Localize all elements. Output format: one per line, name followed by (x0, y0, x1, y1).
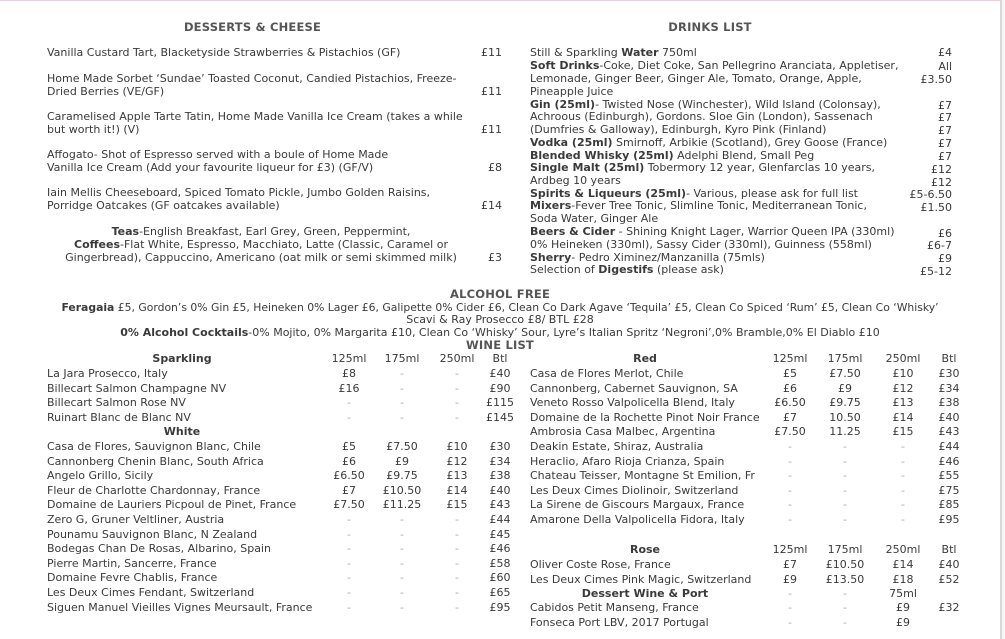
wine-row-price: £13 (446, 469, 468, 483)
wine-row-name: Cannonberg Chenin Blanc, South Africa (47, 454, 264, 468)
wine-row-price: - (455, 367, 459, 380)
dessert-item-name: Affogato- Shot of Espresso served with a boule of Home Made (47, 148, 389, 161)
wine-row-price: £95 (938, 513, 960, 526)
beers-line1: Beers & Cider - Shining Knight Lager, Warrior Queen IPA (330ml) (530, 225, 895, 238)
wine-row-price: - (843, 601, 847, 614)
wine-row-name: Fleur de Charlotte Chardonnay, France (47, 483, 261, 497)
wine-row-price: £6 (783, 381, 797, 395)
wine-row-price: £6.50 (333, 469, 365, 483)
wine-column-header: 175ml (827, 352, 863, 365)
wine-row-price: - (788, 601, 792, 614)
gin-price2: £7 (938, 111, 952, 124)
wine-row-name: Domaine Fevre Chablis, France (47, 571, 218, 585)
wine-row-price: £9 (783, 572, 797, 586)
wine-row-price: £12 (892, 381, 914, 395)
teas-text: -English Breakfast, Earl Grey, Green, Peppermint, (139, 225, 411, 238)
wine-row-price: - (400, 513, 404, 526)
wine-row-price: £34 (938, 381, 960, 395)
soft-drinks-line1: Soft Drinks-Coke, Diet Coke, San Pellegrino Aranciata, Appletiser, (530, 59, 899, 72)
single-malt-line1: Single Malt (25ml) Tobermory 12 year, Glenfarclas 10 years, (530, 161, 875, 174)
wine-row-price: - (400, 410, 404, 424)
dessert-item-name: Caramelised Apple Tarte Tatin, Home Made Vanilla Ice Cream (takes a while (47, 110, 463, 123)
wine-row-price: - (400, 600, 404, 614)
wine-row-price: - (901, 513, 905, 526)
wine-row-price: - (400, 586, 404, 599)
wine-row-price: £14 (892, 558, 914, 571)
gin-line3: (Dumfries & Galloway), Edinburgh, Kyro Pink (Finland) (530, 123, 827, 136)
dessert-wine-subheader: - (788, 587, 792, 600)
wine-row-price: - (347, 527, 351, 541)
wine-row-price: £9 (395, 454, 409, 468)
wine-row-price: - (400, 396, 404, 410)
spirits-price: £5-6.50 (909, 188, 952, 201)
wine-row-name: Cabidos Petit Manseng, France (530, 601, 699, 614)
dessert-item-desc: Porridge Oatcakes (GF oatcakes available) (47, 199, 280, 212)
blended-whisky-line: Blended Whisky (25ml) Adelphi Blend, Small Peg (530, 149, 815, 162)
wine-row-name: Deakin Estate, Shiraz, Australia (530, 440, 704, 453)
wine-row-price: £7.50 (333, 498, 365, 512)
wine-row-price: £9 (838, 381, 852, 395)
hot-drinks-price: £3 (488, 251, 502, 264)
dessert-item-name: Iain Mellis Cheeseboard, Spiced Tomato Pickle, Jumbo Golden Raisins, (47, 186, 431, 199)
water-price: £4 (938, 46, 952, 59)
drinks-heading: DRINKS LIST (668, 20, 752, 34)
dessert-wine-subheader: - (843, 587, 847, 600)
wine-column-header: 250ml (439, 352, 475, 365)
wine-row-price: - (347, 513, 351, 526)
digestifs-price: £5-12 (920, 265, 952, 278)
wine-row-price: £9 (896, 601, 910, 614)
wine-row-name: Angelo Grillo, Sicily (47, 469, 154, 483)
wine-row-price: £32 (938, 601, 960, 614)
wine-row-price: £13 (892, 396, 914, 410)
wine-row-price: £52 (938, 572, 960, 586)
soft-drinks-line3: Pineapple Juice (530, 85, 614, 98)
wine-row-price: - (455, 396, 459, 410)
wine-row-name: Les Deux Cimes Fendant, Switzerland (47, 586, 255, 599)
wine-row-price: - (788, 469, 792, 483)
wine-row-price: - (843, 469, 847, 483)
wine-row-price: - (347, 396, 351, 410)
dessert-item-price: £11 (481, 123, 502, 136)
wine-row-price: £46 (938, 454, 960, 468)
wine-row-price: - (455, 571, 459, 585)
wine-column-header: Btl (941, 352, 957, 365)
wine-row-price: £7 (783, 558, 797, 571)
dessert-item-price: £8 (488, 161, 502, 174)
wine-row-price: - (455, 513, 459, 526)
wine-row-name: Domaine de Lauriers Picpoul de Pinet, France (47, 498, 297, 512)
wine-row-price: £14 (892, 410, 914, 424)
wine-row-price: £15 (892, 425, 914, 439)
gin-price3: £7 (938, 124, 952, 137)
dessert-wine-subheader: 75ml (889, 587, 917, 600)
coffees-line2: Gingerbread), Cappuccino, Americano (oat milk or semi skimmed milk) (65, 251, 457, 264)
wine-row-price: £30 (938, 367, 960, 380)
wine-row-price: £14 (446, 483, 468, 497)
wine-row-name: Fonseca Port LBV, 2017 Portugal (530, 615, 709, 629)
wine-row-price: - (901, 498, 905, 512)
mixers-line1: Mixers-Fever Tree Tonic, Slimline Tonic, Mediterranean Tonic, (530, 199, 867, 212)
wine-row-price: £6 (342, 454, 356, 468)
dessert-item-price: £11 (481, 46, 502, 59)
sherry-price: £9 (938, 252, 952, 265)
wine-row-price: - (788, 440, 792, 453)
wine-row-price: £7.50 (774, 425, 806, 439)
coffees-label: Coffees (74, 238, 121, 251)
wine-row-name: Pierre Martin, Sancerre, France (47, 556, 217, 570)
wine-row-name: Chateau Teisser, Montagne St Emilion, Fr (530, 469, 755, 483)
wine-row-price: - (455, 381, 459, 395)
desserts-heading: DESSERTS & CHEESE (183, 20, 322, 34)
wine-column-header: Btl (941, 543, 957, 556)
wine-row-price: £85 (938, 498, 960, 512)
wine-row-price: - (455, 410, 459, 424)
beers-price2: £6-7 (927, 239, 952, 252)
wine-row-price: - (455, 600, 459, 614)
wine-row-price: - (843, 440, 847, 453)
alcohol-free-heading: ALCOHOL FREE (450, 287, 550, 301)
wine-row-name: Zero G, Gruner Veltliner, Austria (47, 513, 225, 526)
red-heading: Red (633, 352, 657, 365)
dessert-item-name: Home Made Sorbet ‘Sundae’ Toasted Coconut, Candied Pistachios, Freeze- (47, 72, 457, 85)
mixers-line2: Soda Water, Ginger Ale (530, 212, 659, 225)
single-malt-price2: £12 (931, 176, 952, 189)
wine-row-price: £55 (938, 469, 960, 483)
water-line: Still & Sparkling Water 750ml (530, 46, 697, 59)
wine-column-header: 175ml (384, 352, 420, 365)
wine-row-price: £75 (938, 483, 960, 497)
wine-row-price: £44 (938, 440, 960, 453)
wine-row-price: £115 (486, 396, 514, 410)
wine-row-price: £34 (489, 454, 511, 468)
wine-row-price: - (400, 542, 404, 556)
wine-row-price: £16 (338, 381, 360, 395)
single-malt-line2: Ardbeg 10 years (530, 174, 621, 187)
wine-row-price: £40 (938, 558, 960, 571)
wine-row-price: - (455, 556, 459, 570)
alcohol-free-line1: Feragaia £5, Gordon’s 0% Gin £5, Heineken 0% Lager £6, Galipette 0% Cider £6, Clean Co Dark Agave ‘Tequila’ £5, Clean Co Spiced ‘Rum’ £5, Clean Co ‘Whisky’ (61, 301, 939, 314)
white-heading: White (163, 425, 201, 438)
gin-line2: Achroous (Edinburgh), Gordons. Sloe Gin (London), Sassenach (530, 110, 873, 123)
dessert-item-price: £11 (481, 85, 502, 98)
wine-row-name: Ruinart Blanc de Blanc NV (47, 410, 191, 424)
wine-row-price: - (400, 556, 404, 570)
wine-row-price: - (347, 571, 351, 585)
teas-line (46, 225, 476, 238)
gin-line1: Gin (25ml)- Twisted Nose (Winchester), Wild Island (Colonsay), (530, 98, 881, 111)
mixers-price: £1.50 (920, 201, 952, 214)
wine-column-header: 175ml (827, 543, 863, 556)
soft-drinks-price1: All (938, 60, 952, 73)
dessert-item-desc: but worth it!) (V) (47, 123, 140, 136)
wine-row-price: £5 (342, 440, 356, 453)
wine-row-price: - (400, 381, 404, 395)
vodka-line: Vodka (25ml) Smirnoff, Arbikie (Scotland), Grey Goose (France) (530, 136, 888, 149)
wine-row-price: £7.50 (829, 367, 861, 380)
wine-row-price: £58 (489, 556, 511, 570)
wine-row-price: £7 (342, 483, 356, 497)
alcohol-free-cocktails: 0% Alcohol Cocktails-0% Mojito, 0% Margarita £10, Clean Co ‘Whisky’ Sour, Lyre’s Italian Spritz ‘Negroni’,0% Bramble,0% El Diablo £10 (120, 326, 880, 339)
wine-row-price: £5 (783, 367, 797, 380)
wine-row-name: Siguen Manuel Vieilles Vignes Meursault, France (47, 600, 313, 614)
spirits-line: Spirits & Liqueurs (25ml)- Various, please ask for full list (530, 187, 858, 200)
wine-row-price: £46 (489, 542, 511, 556)
dessert-item-price: £14 (481, 199, 502, 212)
wine-row-price: - (901, 469, 905, 483)
coffees-line (46, 238, 476, 251)
wine-row-price: £43 (489, 498, 511, 512)
wine-column-header: 125ml (772, 543, 808, 556)
wine-row-price: £38 (938, 396, 960, 410)
wine-row-price: - (788, 615, 792, 629)
wine-column-header: 250ml (885, 543, 921, 556)
wine-row-price: £13.50 (825, 572, 865, 586)
wine-row-price: - (347, 410, 351, 424)
wine-row-price: £7.50 (386, 440, 418, 453)
wine-row-price: - (347, 586, 351, 599)
single-malt-price1: £12 (931, 163, 952, 176)
wine-row-name: Bodegas Chan De Rosas, Albarino, Spain (47, 542, 271, 556)
alcohol-free-line2: Scavi & Ray Prosecco £8/ BTL £28 (406, 313, 594, 326)
dessert-item-name: Vanilla Custard Tart, Blacketyside Strawberries & Pistachios (GF) (47, 46, 401, 59)
wine-row-price: £9.75 (829, 396, 861, 410)
wine-row-price: 11.25 (829, 425, 861, 439)
teas-label: Teas (111, 225, 140, 238)
wine-row-price: - (901, 483, 905, 497)
wine-row-price: £40 (938, 410, 960, 424)
wine-row-price: £45 (489, 527, 511, 541)
blended-whisky-price: £7 (938, 150, 952, 163)
wine-row-price: - (347, 542, 351, 556)
wine-row-name: La Jara Prosecco, Italy (47, 367, 168, 380)
wine-row-name: Casa de Flores Merlot, Chile (530, 367, 684, 380)
wine-column-header: 125ml (772, 352, 808, 365)
wine-row-price: - (843, 454, 847, 468)
wine-row-price: - (843, 498, 847, 512)
wine-row-price: - (400, 527, 404, 541)
wine-list-heading: WINE LIST (466, 338, 534, 352)
wine-row-name: Billecart Salmon Champagne NV (47, 381, 227, 395)
beers-line2: 0% Heineken (330ml), Sassy Cider (330ml), Guinness (558ml) (530, 238, 872, 251)
wine-row-price: £12 (446, 454, 468, 468)
wine-row-price: £145 (486, 410, 514, 424)
wine-row-name: Les Deux Cimes Diolinoir, Switzerland (530, 483, 739, 497)
wine-row-name: Oliver Coste Rose, France (530, 558, 671, 571)
wine-row-name: Casa de Flores, Sauvignon Blanc, Chile (47, 440, 261, 453)
wine-row-name: Domaine de la Rochette Pinot Noir France (530, 410, 760, 424)
wine-column-header: Btl (492, 352, 508, 365)
dessert-item-desc: Dried Berries (VE/GF) (47, 85, 165, 98)
wine-row-price: - (843, 483, 847, 497)
wine-row-price: - (788, 454, 792, 468)
beers-price1: £6 (938, 227, 952, 240)
wine-row-price: £11.25 (382, 498, 422, 512)
soft-drinks-price2: £3.50 (920, 73, 952, 86)
wine-row-price: - (455, 542, 459, 556)
wine-row-name: Veneto Rosso Valpolicella Blend, Italy (530, 396, 735, 410)
wine-row-name: La Sirene de Giscours Margaux, France (530, 498, 745, 512)
vodka-price: £7 (938, 137, 952, 150)
wine-row-price: £60 (489, 571, 511, 585)
wine-row-price: £8 (342, 367, 356, 380)
wine-row-price: - (400, 571, 404, 585)
wine-row-price: £6.50 (774, 396, 806, 410)
wine-row-price: - (843, 513, 847, 526)
wine-row-name: Heraclio, Afaro Rioja Crianza, Spain (530, 454, 725, 468)
wine-row-price: £40 (489, 367, 511, 380)
wine-row-name: Cannonberg, Cabernet Sauvignon, SA (530, 381, 738, 395)
wine-row-price: £95 (489, 600, 511, 614)
wine-row-price: - (901, 440, 905, 453)
wine-row-price: £10.50 (825, 558, 865, 571)
wine-row-price: £15 (446, 498, 468, 512)
wine-row-price: £10 (446, 440, 468, 453)
wine-row-price: - (788, 498, 792, 512)
wine-row-price: - (788, 513, 792, 526)
wine-row-name: Les Deux Cimes Pink Magic, Switzerland (530, 572, 752, 586)
wine-row-price: - (455, 586, 459, 599)
digestifs-line: Selection of Digestifs (please ask) (530, 263, 724, 276)
wine-row-price: £40 (489, 483, 511, 497)
wine-row-price: £7 (783, 410, 797, 424)
wine-row-price: 10.50 (829, 410, 861, 424)
sherry-line: Sherry- Pedro Ximinez/Manzanilla (75mls) (530, 251, 765, 264)
wine-row-price: - (347, 600, 351, 614)
wine-row-price: - (347, 556, 351, 570)
wine-row-price: - (843, 615, 847, 629)
wine-row-price: - (455, 527, 459, 541)
wine-row-price: £30 (489, 440, 511, 453)
wine-row-price: £9 (896, 615, 910, 629)
soft-drinks-line2: Lemonade, Ginger Beer, Ginger Ale, Tomato, Orange, Apple, (530, 72, 862, 85)
wine-row-name: Pounamu Sauvignon Blanc, N Zealand (47, 527, 258, 541)
dessert-item-desc: Vanilla Ice Cream (Add your favourite liqueur for £3) (GF/V) (47, 161, 374, 174)
coffees-text: -Flat White, Espresso, Macchiato, Latte (Classic, Caramel or (120, 238, 448, 251)
wine-row-price: £43 (938, 425, 960, 439)
wine-row-name: Amarone Della Valpolicella Fidora, Italy (530, 513, 745, 526)
wine-row-price: £10 (892, 367, 914, 380)
wine-row-price: £65 (489, 586, 511, 599)
wine-row-name: Ambrosia Casa Malbec, Argentina (530, 425, 716, 439)
gin-price1: £7 (938, 99, 952, 112)
sparkling-heading: Sparkling (152, 352, 212, 365)
wine-column-header: 125ml (331, 352, 367, 365)
dessert-wine-heading: Dessert Wine & Port (581, 587, 709, 600)
wine-row-price: £44 (489, 513, 511, 526)
wine-column-header: 250ml (885, 352, 921, 365)
wine-row-price: - (788, 483, 792, 497)
wine-row-price: - (901, 454, 905, 468)
wine-row-name: Billecart Salmon Rose NV (47, 396, 186, 410)
wine-row-price: £18 (892, 572, 914, 586)
wine-row-price: £90 (489, 381, 511, 395)
wine-row-price: £38 (489, 469, 511, 483)
wine-row-price: £9.75 (386, 469, 418, 483)
wine-row-price: £10.50 (382, 483, 422, 497)
wine-row-price: - (400, 367, 404, 380)
rose-heading: Rose (629, 543, 661, 556)
